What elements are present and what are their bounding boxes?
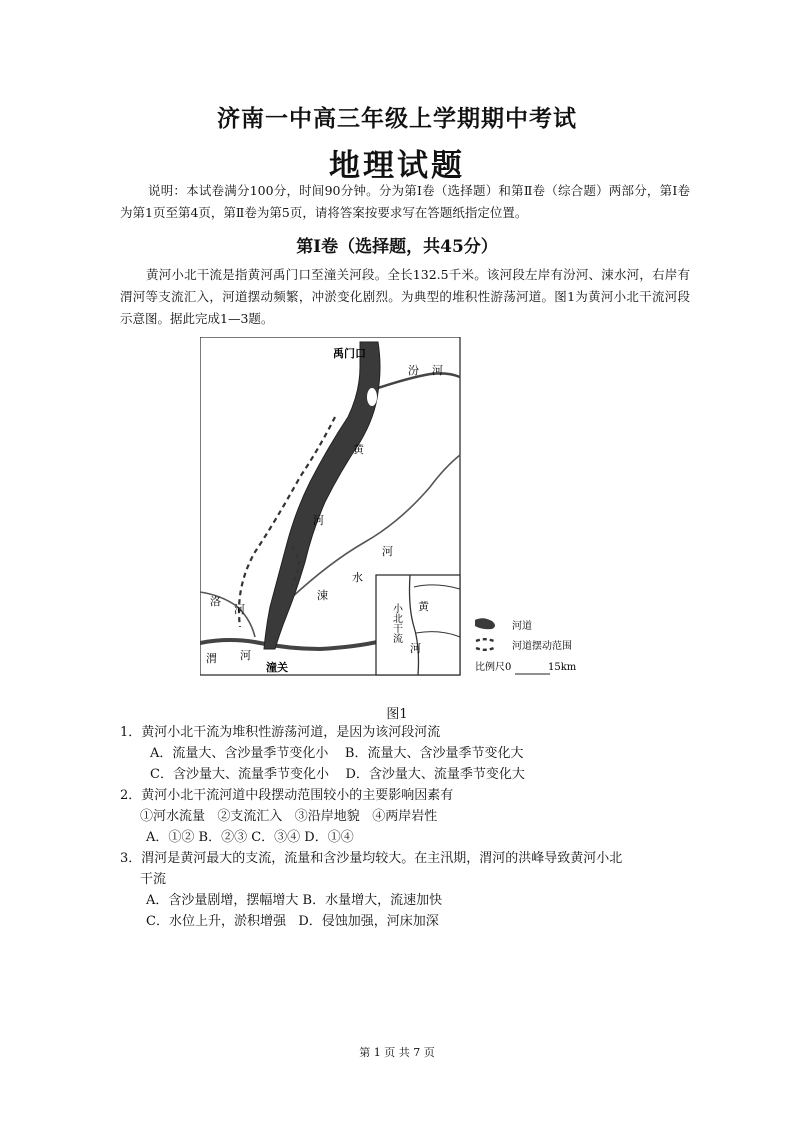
question-intro: 黄河小北干流是指黄河禹门口至潼关河段。全长132.5千米。该河段左岸有汾河、涑水河，右岸有渭河等支流汇入，河道摆动频繁，冲淤变化剧烈。为典型的堆积性游荡河道。图1为黄河小北干流河段示意图。据此完成1—3题。 <box>120 267 690 326</box>
figure-caption: 图1 <box>386 707 408 722</box>
section-title: 第Ⅰ卷（选择题，共45分） <box>296 237 498 257</box>
question-3-options-ab: A．含沙量剧增，摆幅增大 B．水量增大，流速加快 <box>146 893 443 908</box>
legend-swing-swatch <box>476 639 496 642</box>
question-1-options-ab: A．流量大、含沙量季节变化小 B．流量大、含沙量季节变化大 <box>150 746 524 761</box>
label-he-main: 河 <box>313 514 324 527</box>
legend-scale-prefix: 比例尺0 <box>475 662 512 673</box>
label-tongguan: 潼关 <box>266 661 288 674</box>
question-2-factors: ①河水流量 ②支流汇入 ③沿岸地貌 ④两岸岩性 <box>140 809 438 824</box>
inset-label-he: 河 <box>410 642 421 655</box>
label-fen-2: 河 <box>432 364 443 377</box>
inset-label-xiaobei: 小北干流 <box>390 603 402 643</box>
question-1 <box>120 722 690 785</box>
question-3-options-cd: C．水位上升，淤积增强 D．侵蚀加强，河床加深 <box>146 914 439 929</box>
question-3-stem: 3．渭河是黄河最大的支流，流量和含沙量均较大。在主汛期，渭河的洪峰导致黄河小北 <box>120 851 623 866</box>
question-list <box>120 722 690 932</box>
legend-scale-value: 15km <box>548 662 577 673</box>
inset-label-huang: 黄 <box>418 600 429 613</box>
question-1-stem: 1．黄河小北干流为堆积性游荡河道，是因为该河段河流 <box>120 725 441 740</box>
legend-swing-label: 河道摆动范围 <box>512 641 572 652</box>
label-sushui-su: 涑 <box>317 589 328 602</box>
label-luo: 洛 <box>210 595 221 608</box>
river-map-figure <box>200 337 600 682</box>
subject-title: 地理试题 <box>329 148 465 184</box>
legend-river-label: 河道 <box>512 621 532 632</box>
label-sushui-shui: 水 <box>352 571 363 584</box>
question-1-options-cd: C．含沙量大、流量季节变化小 D．含沙量大、流量季节变化大 <box>150 767 525 782</box>
legend-river-swatch <box>475 618 495 629</box>
label-wei: 渭 <box>206 652 217 665</box>
label-sushui-he: 河 <box>382 545 393 558</box>
question-3 <box>120 848 690 932</box>
question-2-options: A．①② B．②③ C．③④ D．①④ <box>146 830 354 845</box>
label-luo-he: 河 <box>234 603 245 616</box>
exam-instructions: 说明：本试卷满分100分，时间90分钟。分为第Ⅰ卷（选择题）和第Ⅱ卷（综合题）两部分，第Ⅰ卷为第1页至第4页，第Ⅱ卷为第5页，请将答案按要求写在答题纸指定位置。 <box>120 183 690 220</box>
river-island <box>367 388 377 406</box>
label-fen-1: 汾 <box>408 364 419 377</box>
question-3-stem-cont: 干流 <box>140 872 167 887</box>
school-exam-title: 济南一中高三年级上学期期中考试 <box>217 106 577 132</box>
page-footer: 第 1 页 共 7 页 <box>359 1046 435 1059</box>
label-yumenkou: 禹门口 <box>333 347 366 360</box>
label-huang: 黄 <box>353 443 364 456</box>
question-2 <box>120 785 690 848</box>
question-2-stem: 2．黄河小北干流河道中段摆动范围较小的主要影响因素有 <box>120 788 454 803</box>
label-wei-he: 河 <box>240 649 251 662</box>
legend-swing-swatch-2 <box>476 647 496 650</box>
